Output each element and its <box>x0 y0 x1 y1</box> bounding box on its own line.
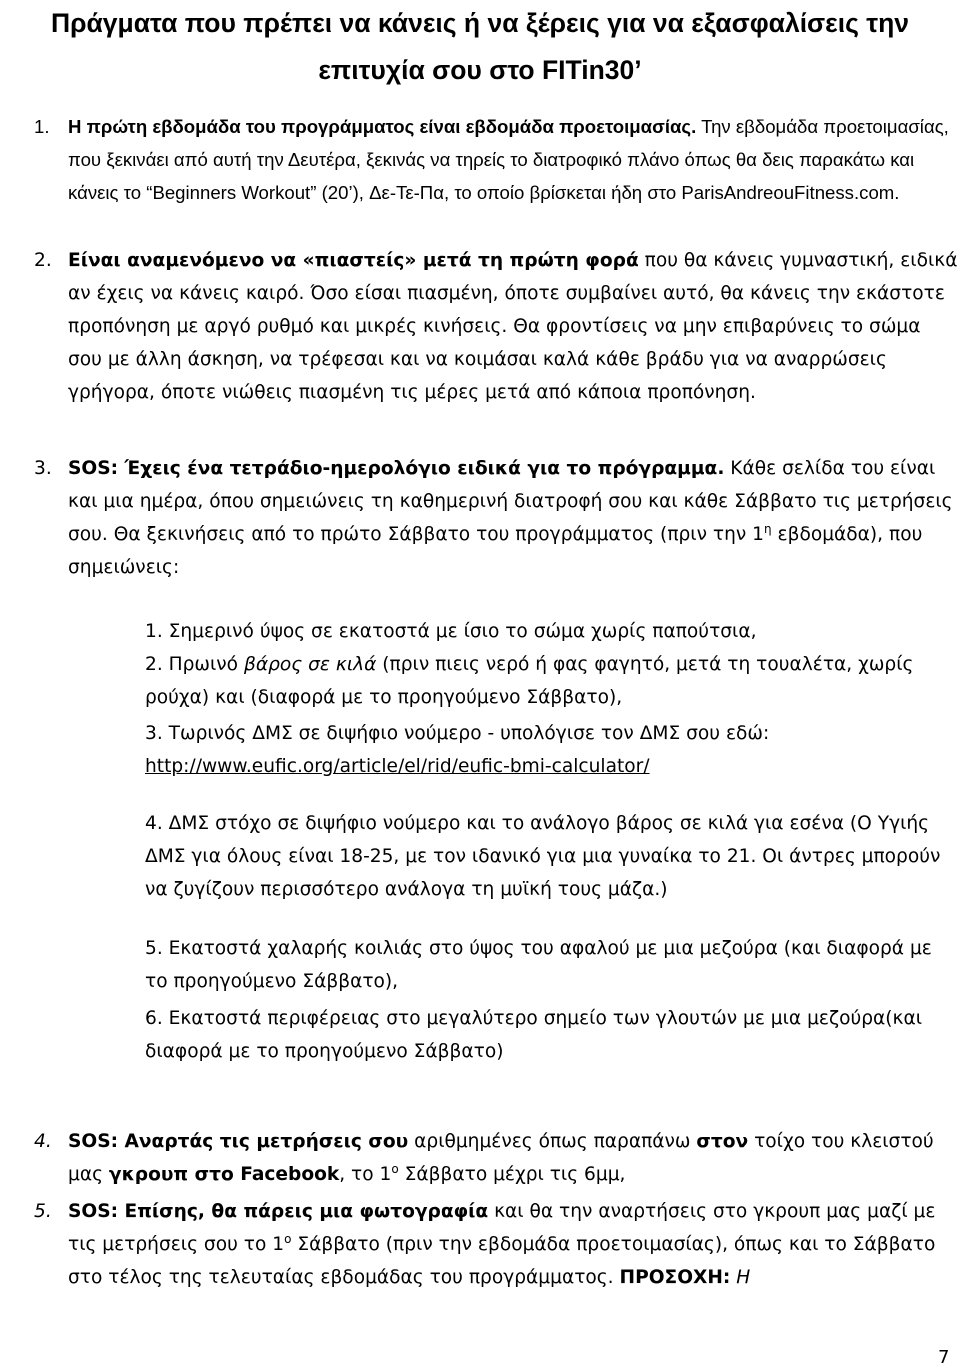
paragraph-text: Σάββατο μέχρι τις 6μμ, <box>398 1164 626 1185</box>
bmi-calculator-link[interactable]: http://www.eufic.org/article/el/rid/eufic-bmi-calculator/ <box>145 756 650 777</box>
list-item-text <box>68 1195 958 1294</box>
list-item-text <box>68 110 958 209</box>
page-number: 7 <box>938 1347 950 1368</box>
sub-item-1: 1. Σημερινό ύψος σε εκατοστά με ίσιο το σώμα χωρίς παπούτσια, <box>145 621 757 642</box>
paragraph-text: τοίχο του κλειστού μας <box>68 1131 934 1185</box>
paragraph-text: , το 1 <box>339 1164 392 1185</box>
title-line-2: επιτυχία σου στο FITin30’ <box>318 55 642 85</box>
list-number: 3. <box>34 458 52 479</box>
list-item-text <box>68 1125 958 1191</box>
list-number: 1. <box>34 116 50 137</box>
bold-heading: SOS: Επίσης, θα πάρεις μια φωτογραφία <box>68 1201 489 1222</box>
bold-text: ΠΡΟΣΟΧΗ: <box>619 1267 731 1288</box>
paragraph-text: Κάθε σελίδα του είναι και μια ημέρα, όπου σημειώνεις τη καθημερινή διατροφή σου και κάθε Σάββατο τις μετρήσεις σου. Θα ξεκινήσεις από το πρώτο Σάββατο του προγράμματος (πριν την 1 <box>68 458 953 545</box>
paragraph-text: και θα την αναρτήσεις στο γκρουπ μας μαζί με τις μετρήσεις σου το 1 <box>68 1201 936 1255</box>
paragraph-text: Σάββατο (πριν την εβδομάδα προετοιμασίας), όπως και το Σάββατο στο τέλος της τελευταίας εβδομάδας του προγράμματος. <box>68 1234 936 1288</box>
list-number: 2. <box>34 250 52 271</box>
bold-heading: Είναι αναμενόμενο να «πιαστείς» μετά τη πρώτη φορά <box>68 250 639 271</box>
paragraph-text: Την εβδομάδα προετοιμασίας, που ξεκινάει από αυτή την Δευτέρα, ξεκινάς να τηρείς το διατροφικό πλάνο όπως θα δεις παρακάτω και κάνεις το “Beginners Workout” (20’), Δε-Τε-Πα, το οποίο βρίσκεται ήδη στο ParisAndreouFitness.com. <box>68 116 949 203</box>
sub-item-6: 6. Εκατοστά περιφέρειας στο μεγαλύτερο σημείο των γλουτών με μια μεζούρα(και διαφορά με το προηγούμενο Σάββατο) <box>145 1008 923 1062</box>
paragraph-text: αριθμημένες όπως παραπάνω <box>408 1131 697 1152</box>
title-line-1: Πράγματα που πρέπει να κάνεις ή να ξέρεις για να εξασφαλίσεις την <box>50 8 910 38</box>
sub-item-text: 3. Τωρινός ΔΜΣ σε διψήφιο νούμερο - υπολόγισε τον ΔΜΣ σου εδώ: <box>145 723 770 744</box>
list-item-text <box>68 452 958 584</box>
superscript: η <box>764 522 772 536</box>
page-title <box>2 0 958 94</box>
sub-item-2 <box>145 648 945 714</box>
bold-heading: SOS: Έχεις ένα τετράδιο-ημερολόγιο ειδικά για το πρόγραμμα. <box>68 458 725 479</box>
bold-heading: Η πρώτη εβδομάδα του προγράμματος είναι εβδομάδα προετοιμασίας. <box>68 116 697 137</box>
superscript: ο <box>391 1162 399 1176</box>
bold-heading: SOS: Αναρτάς τις μετρήσεις σου <box>68 1131 409 1152</box>
paragraph-text: που θα κάνεις γυμναστική, ειδικά αν έχεις να κάνεις καιρό. Όσο είσαι πιασμένη, όποτε συμβαίνει αυτό, θα κάνεις την εκάστοτε προπόνηση με αργό ρυθμό και μικρές κινήσεις. Θα φροντίσεις να μην επιβαρύνεις το σώμα σου με άλλη άσκηση, να τρέφεσαι και να κοιμάσαι καλά κάθε βράδυ για να αναρρώσεις γρήγορα, όποτε νιώθεις πιασμένη τις μέρες μετά από κάποια προπόνηση. <box>68 250 958 403</box>
list-number: 5. <box>34 1201 52 1222</box>
sub-item-3 <box>145 717 945 783</box>
list-item-text <box>68 244 958 409</box>
list-number: 4. <box>34 1131 52 1152</box>
italic-text: Η <box>730 1267 751 1288</box>
paragraph-text-end: εβδομάδα), που σημειώνεις: <box>68 524 923 578</box>
sub-item-4: 4. ΔΜΣ στόχο σε διψήφιο νούμερο και το ανάλογο βάρος σε κιλά για εσένα (Ο Υγιής ΔΜΣ για όλους είναι 18-25, με τον ιδανικό για μια γυναίκα το 21. Οι άντρες μπορούν να ζυγίζουν περισσότερο ανάλογα τη μυϊκή τους μάζα.) <box>145 813 941 900</box>
italic-text: βάρος σε κιλά <box>243 654 377 675</box>
sub-item-text: 2. Πρωινό <box>145 654 244 675</box>
bold-text: στον <box>696 1131 749 1152</box>
superscript: ο <box>284 1232 292 1246</box>
bold-text: γκρουπ στο Facebook <box>108 1164 340 1185</box>
sub-item-text: (πριν πιεις νερό ή φας φαγητό, μετά τη τουαλέτα, χωρίς ρούχα) και (διαφορά με το προηγούμενο Σάββατο), <box>145 654 914 708</box>
sub-item-5: 5. Εκατοστά χαλαρής κοιλιάς στο ύψος του αφαλού με μια μεζούρα (και διαφορά με το προηγούμενο Σάββατο), <box>145 938 932 992</box>
